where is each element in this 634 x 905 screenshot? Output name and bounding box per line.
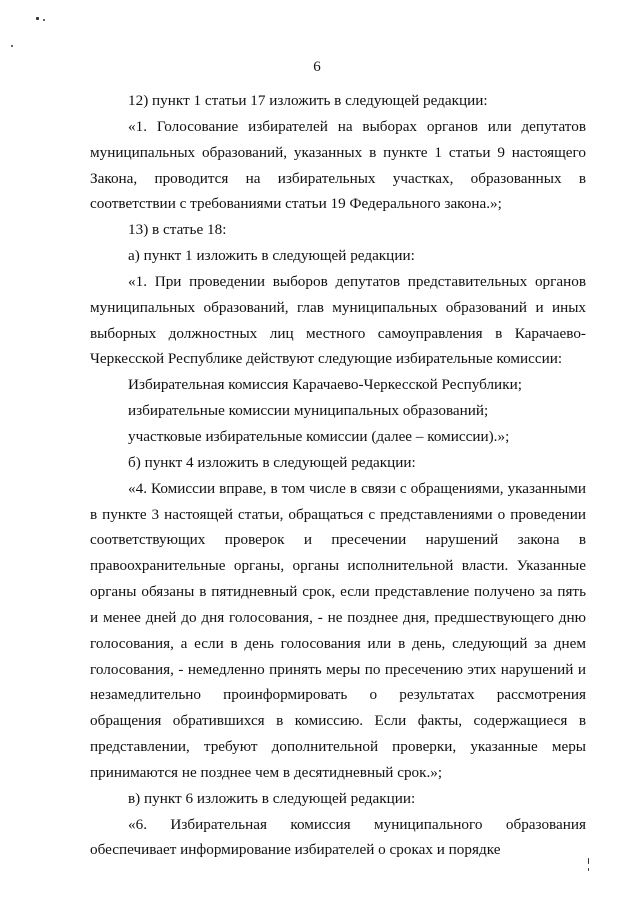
paragraph: «1. При проведении выборов депутатов представительных органов муниципальных образований, глав муниципальных образований и иных выборных должностных лиц местного самоуправления в Карачаево-Черкесской Республике действуют следующие избирательные комиссии:: [90, 272, 586, 368]
scan-speck: [588, 868, 589, 871]
page-number: 6: [313, 59, 321, 75]
paragraph: в) пункт 6 изложить в следующей редакции:: [128, 789, 416, 807]
scan-speck: [43, 19, 45, 21]
paragraph: избирательные комиссии муниципальных образований;: [128, 402, 489, 420]
paragraph: «4. Комиссии вправе, в том числе в связи с обращениями, указанными в пункте 3 настоящей статьи, обращаться с представлениями о проведении соответствующих проверок и пресечении нарушений закона в правоохранительные органы, органы исполнительной власти. Указанные органы обязаны в пятидневный срок, если представление получено за пять и менее дней до дня голосования, - не позднее дня, предшествующего дню голосования, а если в день голосования или в день, следующий за днем голосования, - немедленно принять меры по пресечению этих нарушений и незамедлительно проинформировать о результатах рассмотрения обращения обратившихся в комиссию. Если факты, содержащиеся в представлении, требуют дополнительной проверки, указанные меры принимаются не позднее чем в десятидневный срок.»;: [90, 479, 586, 781]
scan-speck: [11, 45, 13, 47]
document-body: [90, 88, 586, 863]
scan-speck: [588, 858, 589, 864]
paragraph: 12) пункт 1 статьи 17 изложить в следующей редакции:: [128, 92, 488, 109]
paragraph: Избирательная комиссия Карачаево-Черкесской Республики;: [128, 376, 522, 394]
paragraph: участковые избирательные комиссии (далее – комиссии).»;: [128, 427, 510, 445]
paragraph: а) пункт 1 изложить в следующей редакции:: [128, 247, 415, 265]
paragraph: «6. Избирательная комиссия муниципального образования обеспечивает информирование избирателей о сроках и порядке: [90, 815, 586, 859]
paragraph: «1. Голосование избирателей на выборах органов или депутатов муниципальных образований, указанных в пункте 1 статьи 9 настоящего Закона, проводится на избирательных участках, образованных в соответствии с требованиями статьи 19 Федерального закона.»;: [90, 117, 586, 213]
paragraph: б) пункт 4 изложить в следующей редакции:: [128, 453, 416, 471]
paragraph: 13) в статье 18:: [128, 221, 227, 239]
scan-speck: [36, 17, 39, 20]
